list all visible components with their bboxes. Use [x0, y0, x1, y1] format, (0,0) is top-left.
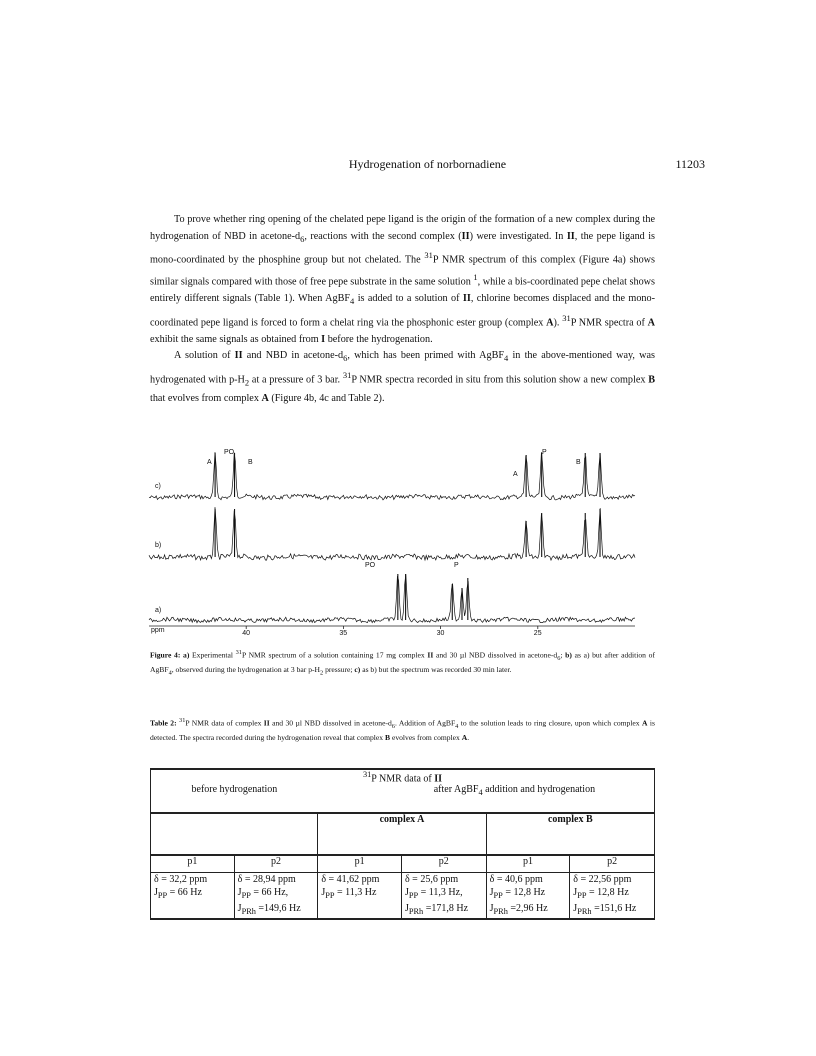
- label-p-mid: P: [454, 562, 459, 569]
- p1-header: p1: [318, 855, 402, 873]
- label-trace-b: b): [155, 542, 162, 549]
- complex-b-header: complex B: [486, 813, 654, 834]
- complex-a-header: complex A: [318, 813, 486, 834]
- before-hydrogenation-header: before hydrogenation: [151, 784, 318, 813]
- complex-header-row: [151, 813, 655, 834]
- label-p-top: P: [542, 449, 547, 456]
- p2-header: p2: [234, 855, 318, 873]
- x-tick-label: 25: [533, 630, 542, 637]
- body-text: [150, 212, 655, 408]
- p2-header: p2: [401, 855, 486, 873]
- figure-caption: Figure 4: a) Experimental $^{31}$P NMR spectrum of a solution containing 17 mg complex II and 30 µl NBD dissolved in acetone-$d_6$; b) as a) but after addition of AgBF$_4$, observed during the hydrogenation at 3 bar $p-H_2$ pressure; c) as b) but the spectrum was recorded 30 min later.: [150, 649, 655, 677]
- spectrum-trace-b: [149, 507, 635, 560]
- x-tick-label: 30: [436, 630, 445, 637]
- paragraph-1: To prove whether ring opening of the chelated pepe ligand is the origin of the formation of a new complex during the hydrogenation of NBD in acetone-$d_6$, reactions with the second complex (II) were investigated. In II, the pepe ligand is mono-coordinated by the phosphine group but not chelated. The $^{31}$P NMR spectrum of this complex (Figure 4a) shows similar signals compared with those of free pepe substrate in the same solution $^1$, while a bis-coordinated pepe chelat shows entirely different signals (Table 1). When AgBF$_4$ is added to a solution of II, chlorine becomes displaced and the mono-coordinated pepe ligand is forced to form a chelat ring via the phosphonic ester group (complex A). $^{31}$P NMR spectra of A exhibit the same signals as obtained from I before the hydrogenation.: [150, 214, 656, 345]
- p1-header: p1: [151, 855, 235, 873]
- p-header-row: [151, 855, 655, 873]
- paragraph-2: A solution of II and NBD in acetone-$d_6$, which has been primed with AgBF$_4$ in the above-mentioned way, was hydrogenated with $p-H_2$ at a pressure of 3 bar. $^{31}$P NMR spectra recorded in situ from this solution show a new complex B that evolves from complex A (Figure 4b, 4c and Table 2).: [150, 350, 655, 405]
- label-b-left: B: [248, 459, 253, 466]
- nmr-spectra-figure: [145, 445, 645, 640]
- value-cell: δ = 22,56 ppm $J_{PP} = 12,8$ Hz $J_{PRh} =151,6$ Hz: [570, 873, 655, 920]
- empty-complex-cell: [151, 813, 318, 834]
- label-po-top: PO: [224, 449, 235, 456]
- value-cell: δ = 41,62 ppm $J_{PP} = 11,3$ Hz: [318, 873, 402, 920]
- label-trace-a: a): [155, 607, 162, 614]
- label-po-mid: PO: [365, 562, 376, 569]
- value-cell: δ = 28,94 ppm $J_{PP} = 66$ Hz, $J_{PRh} =149,6$ Hz: [234, 873, 318, 920]
- spectrum-trace-a: [149, 574, 635, 623]
- page-number: 11203: [675, 157, 705, 171]
- value-cell: δ = 25,6 ppm $J_{PP} = 11,3$ Hz, $J_{PRh} =171,8$ Hz: [401, 873, 486, 920]
- nmr-data-table: [150, 768, 655, 920]
- p1-header: p1: [486, 855, 570, 873]
- table-title-row: [151, 769, 655, 784]
- label-a-left: A: [207, 459, 212, 466]
- label-a-right: A: [513, 471, 518, 478]
- values-row: [151, 873, 655, 920]
- table-caption: Table 2: $^{31}$P NMR data of complex II and 30 µl NBD dissolved in acetone-$d_6$. Addition of AgBF$_4$ to the solution leads to ring closure, upon which complex A is detected. The spectra recorded during the hydrogenation reveal that complex B evolves from complex A.: [150, 717, 655, 742]
- table-title: $^{31}$P NMR data of II: [151, 769, 655, 784]
- axis-unit: ppm: [151, 627, 165, 634]
- label-b-right: B: [576, 459, 581, 466]
- table-subheader-row: [151, 784, 655, 813]
- gap-row: [151, 834, 655, 855]
- label-trace-c: c): [155, 483, 161, 490]
- p2-header: p2: [570, 855, 655, 873]
- x-tick-label: 40: [242, 630, 250, 637]
- running-title: Hydrogenation of norbornadiene: [348, 157, 507, 171]
- after-hydrogenation-header: after AgBF$_4$ addition and hydrogenation: [318, 784, 655, 813]
- spectrum-trace-c: [149, 452, 635, 500]
- value-cell: δ = 32,2 ppm $J_{PP} = 66$ Hz: [151, 873, 235, 920]
- x-tick-label: 35: [339, 630, 348, 637]
- value-cell: δ = 40,6 ppm $J_{PP} = 12,8$ Hz $J_{PRh} =2,96$ Hz: [486, 873, 570, 920]
- spectra-plot: [145, 445, 645, 640]
